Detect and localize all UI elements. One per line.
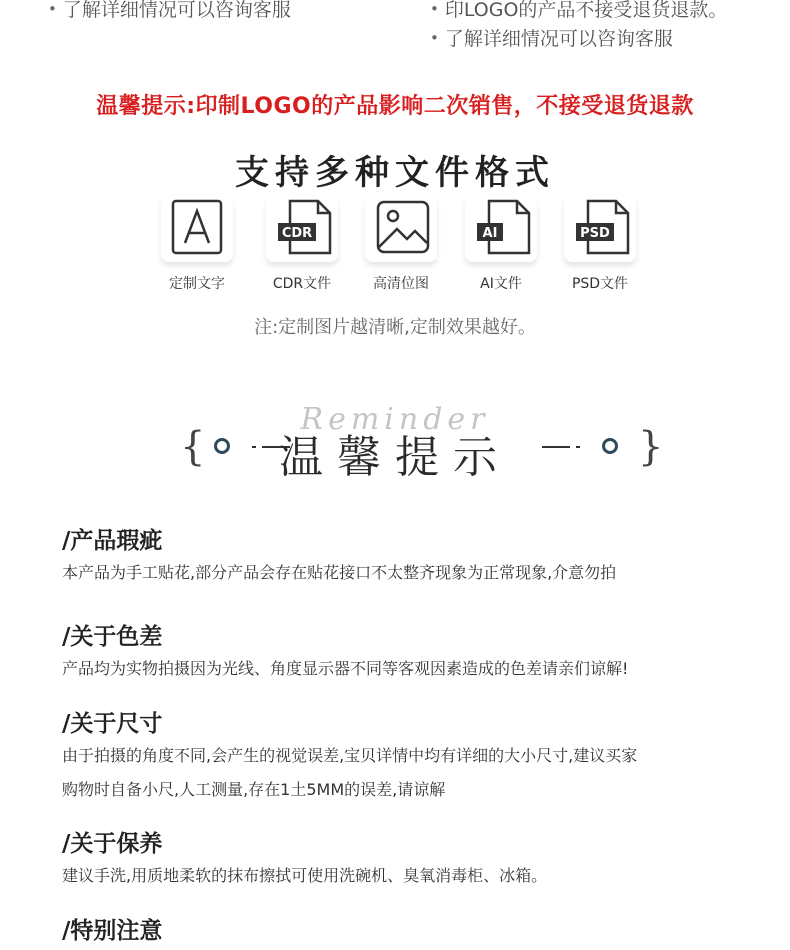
section-title: /特别注意 — [62, 918, 163, 944]
formats-title: 支持多种文件格式 — [235, 153, 555, 193]
format-label: CDR文件 — [272, 276, 332, 292]
open-brace: { — [180, 424, 206, 470]
format-icon-frame — [564, 196, 636, 262]
section-text: 购物时自备小尺,人工测量,存在1土5MM的误差,请谅解 — [62, 780, 446, 799]
warning-notice: 温馨提示:印制LOGO的产品影响二次销售，不接受退货退款 — [96, 94, 694, 119]
format-item-bitmap — [361, 196, 441, 296]
cdr-file-icon — [276, 199, 336, 255]
bullet-text: 了解详细情况可以咨询客服 — [444, 28, 673, 50]
format-icon-frame — [161, 196, 233, 262]
format-item-psd — [560, 196, 640, 296]
ai-file-icon — [475, 199, 535, 255]
format-label: 定制文字 — [169, 276, 225, 292]
cdr-badge: CDR — [281, 226, 313, 241]
section-color-difference — [62, 622, 742, 686]
reminder-english: Reminder — [300, 402, 490, 437]
letter-a-icon — [171, 199, 223, 255]
bullet-item — [430, 27, 673, 50]
bullet-text: 印LOGO的产品不接受退货退款。 — [444, 0, 728, 21]
bullet-dot: • — [430, 29, 439, 47]
close-brace: } — [638, 424, 664, 470]
section-text: 由于拍摄的角度不同,会产生的视觉误差,宝贝详情中均有详细的大小尺寸,建议买家 — [62, 746, 638, 765]
format-label: 高清位图 — [373, 276, 429, 292]
bullet-text: 了解详细情况可以咨询客服 — [62, 0, 291, 21]
format-item-text — [157, 196, 237, 296]
format-item-ai — [461, 196, 541, 296]
format-icon-frame — [365, 196, 437, 262]
section-care — [62, 829, 742, 893]
section-title: /关于色差 — [62, 624, 163, 650]
image-icon — [375, 199, 431, 255]
dash-ornament — [542, 446, 570, 448]
section-text: 建议手洗,用质地柔软的抹布擦拭可使用洗碗机、臭氧消毒柜、冰箱。 — [62, 866, 548, 885]
psd-file-icon — [574, 199, 634, 255]
format-item-cdr — [262, 196, 342, 296]
section-special-notice — [62, 916, 742, 946]
section-title: /关于保养 — [62, 831, 163, 857]
format-label: PSD文件 — [571, 276, 629, 292]
section-size — [62, 709, 742, 807]
bullet-dot: • — [48, 0, 57, 18]
format-icon-frame — [465, 196, 537, 262]
psd-badge: PSD — [580, 226, 610, 241]
bullet-item — [430, 0, 727, 21]
section-product-defects — [62, 526, 742, 590]
top-bullets — [0, 0, 790, 60]
section-text: 产品均为实物拍摄因为光线、角度显示器不同等客观因素造成的色差请亲们谅解! — [62, 659, 629, 678]
section-title: /关于尺寸 — [62, 711, 163, 737]
formats-note: 注:定制图片越清晰,定制效果越好。 — [254, 317, 536, 338]
section-text: 本产品为手工贴花,部分产品会存在贴花接口不太整齐现象为正常现象,介意勿拍 — [62, 563, 617, 582]
format-icon-frame — [266, 196, 338, 262]
bullet-dot: • — [430, 0, 439, 18]
format-label: AI文件 — [480, 276, 522, 292]
ai-badge: AI — [482, 226, 498, 241]
section-title: /产品瑕疵 — [62, 528, 163, 554]
bullet-item — [48, 0, 291, 21]
reminder-title: 温馨提示 — [279, 432, 511, 483]
dash-ornament — [576, 446, 580, 448]
ring-ornament-right — [602, 438, 618, 454]
